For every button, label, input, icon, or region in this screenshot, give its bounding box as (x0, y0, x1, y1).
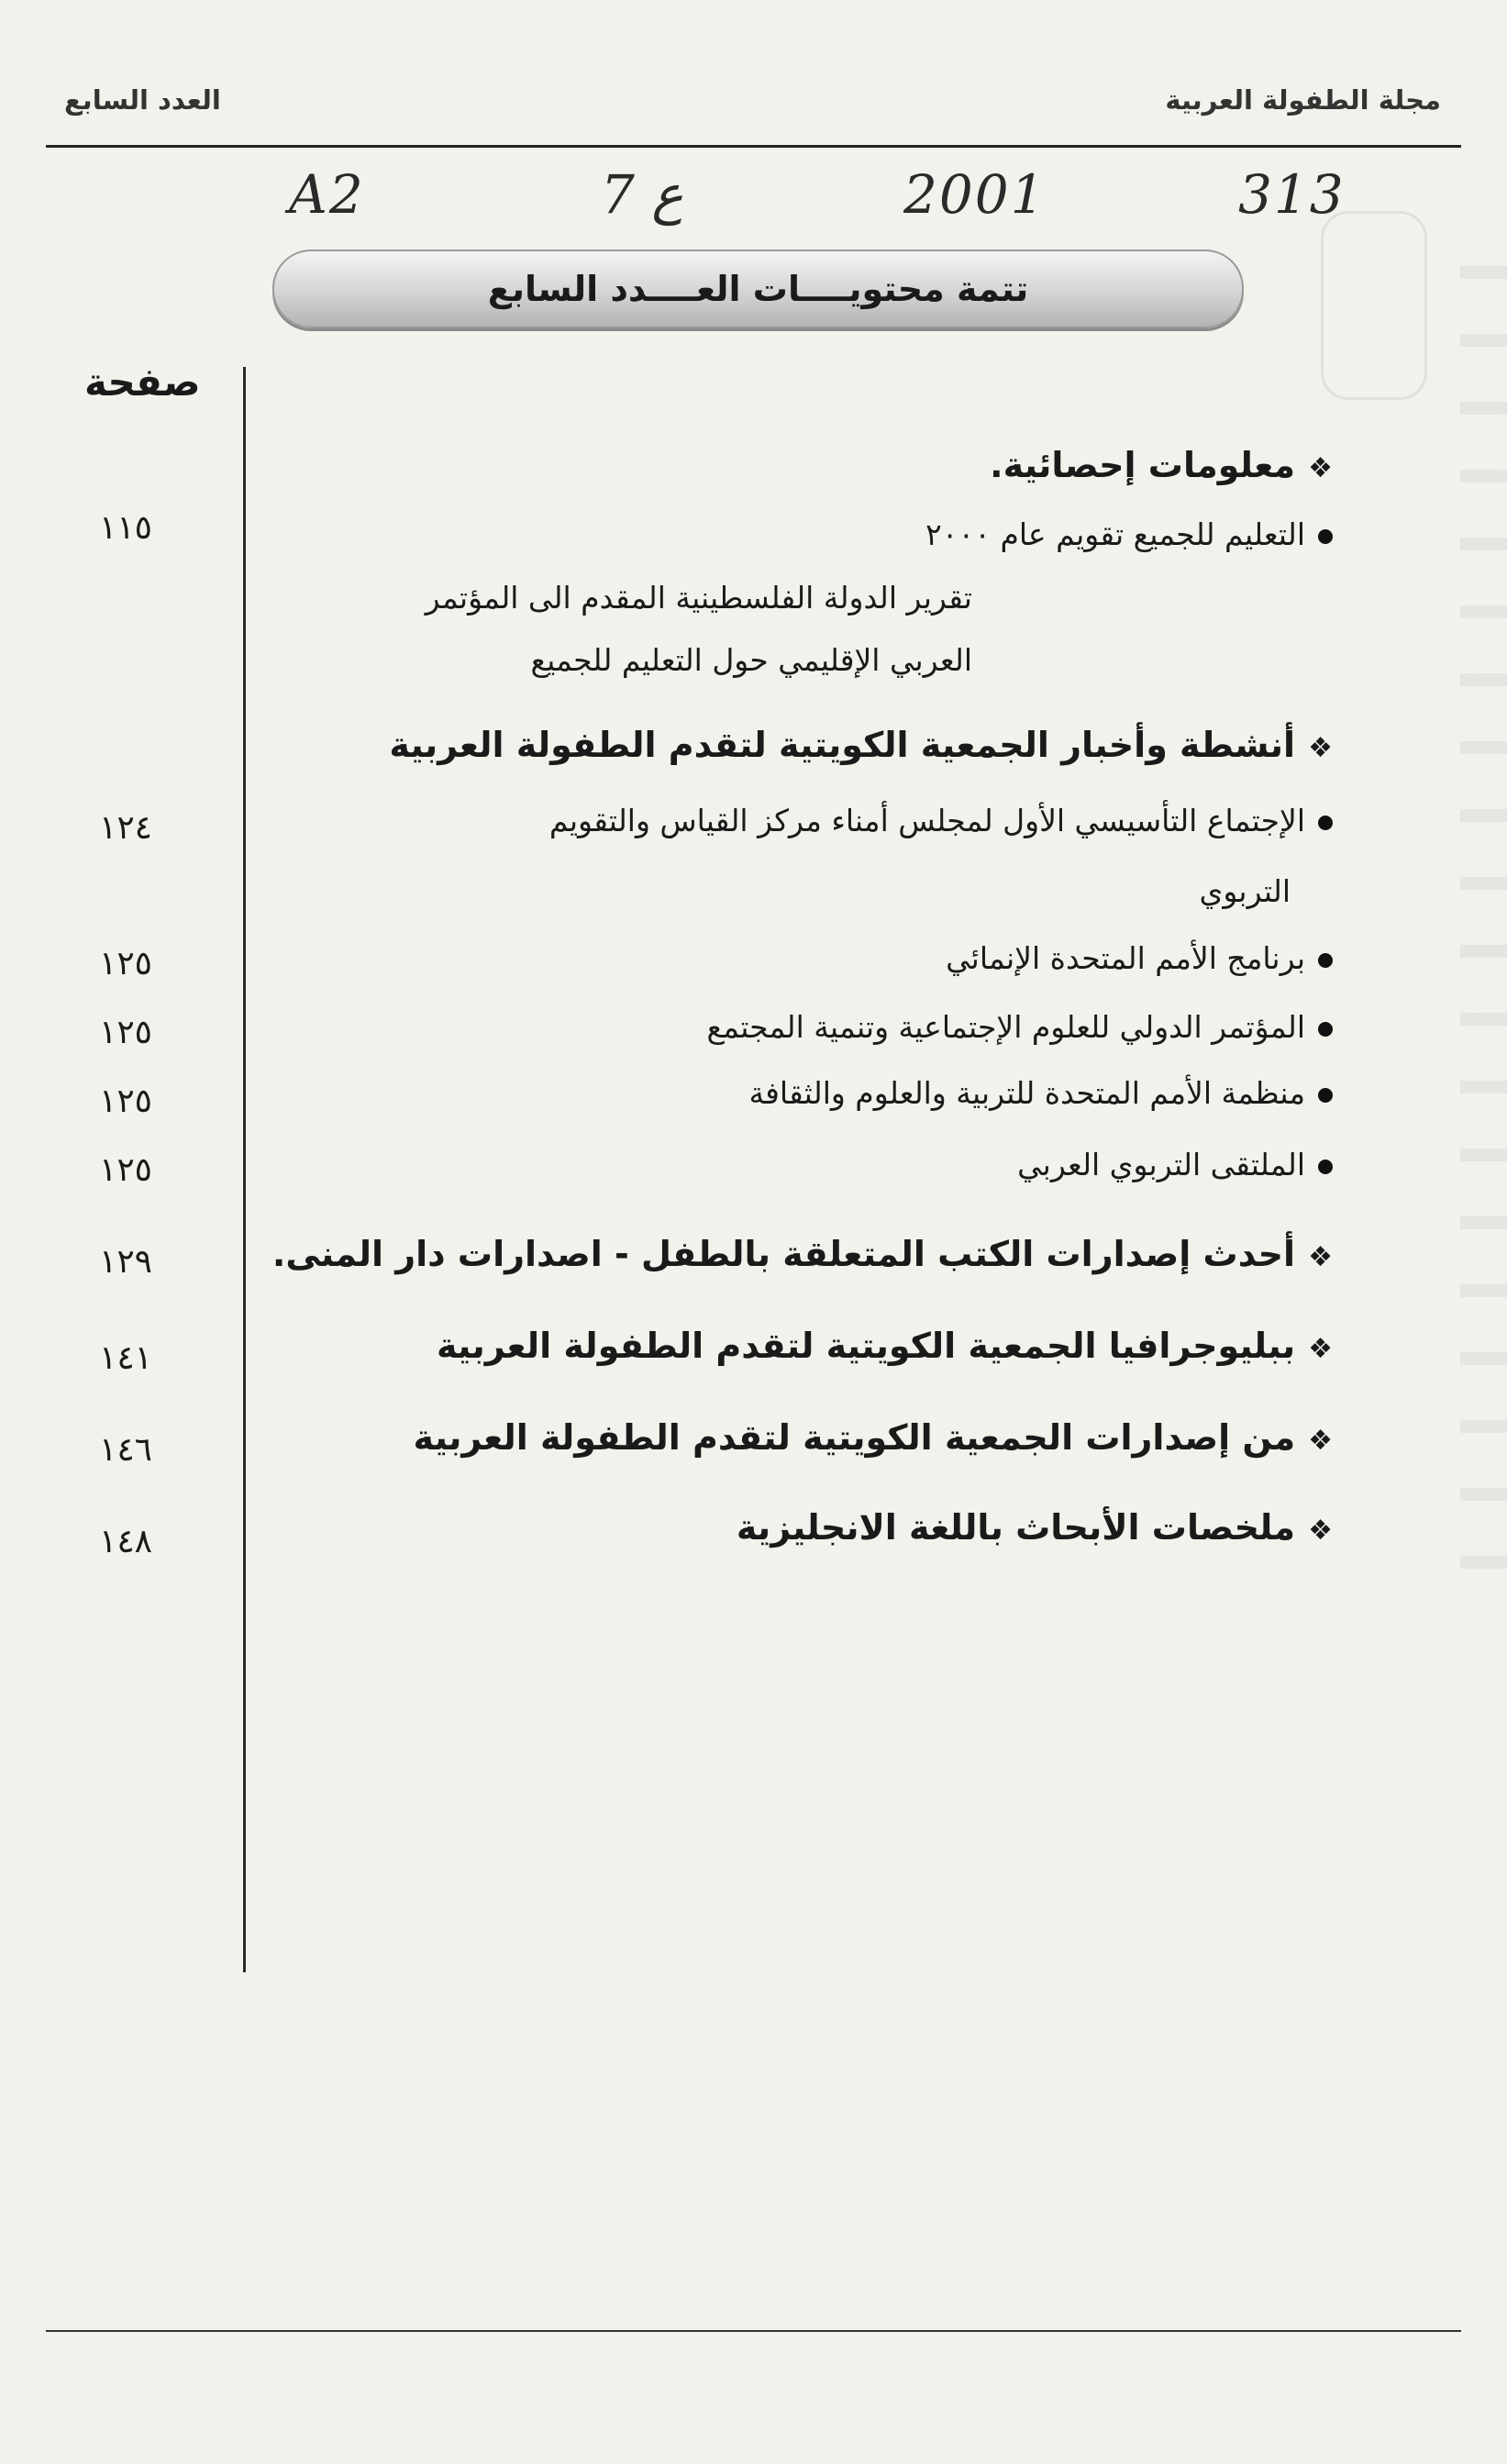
toc-section: ❖ببليوجرافيا الجمعية الكويتية لتقدم الطفولة العربية (436, 1326, 1333, 1366)
page-number: ١٢٥ (99, 1082, 153, 1120)
page-number: ١٤٦ (99, 1431, 153, 1469)
toc-continuation: تقرير الدولة الفلسطينية المقدم الى المؤتمر (425, 580, 972, 616)
toc-section: ❖ملخصات الأبحاث باللغة الانجليزية (736, 1507, 1333, 1548)
dot-bullet-icon (1318, 1160, 1333, 1174)
toc-item: الملتقى التربوي العربي (1017, 1147, 1333, 1182)
toc-item: التعليم للجميع تقويم عام ٢٠٠٠ (925, 516, 1333, 552)
diamond-bullet-icon: ❖ (1308, 732, 1333, 764)
diamond-bullet-icon: ❖ (1308, 1425, 1333, 1457)
handwritten-note-number: 313 (1238, 163, 1346, 226)
toc-section: ❖من إصدارات الجمعية الكويتية لتقدم الطفولة العربية (413, 1417, 1333, 1458)
page-number: ١٢٤ (99, 809, 153, 847)
dot-bullet-icon (1318, 1022, 1333, 1037)
running-head-issue: العدد السابع (64, 84, 221, 116)
dot-bullet-icon (1318, 1088, 1333, 1103)
header-rule (46, 145, 1461, 148)
column-divider (243, 367, 246, 1972)
page-column-label: صفحة (84, 360, 201, 405)
running-head-journal: مجلة الطفولة العربية (1165, 84, 1441, 116)
bleed-through-text (1460, 211, 1507, 1587)
page-number: ١١٥ (99, 509, 153, 547)
bleed-through-frame (1321, 211, 1427, 400)
diamond-bullet-icon: ❖ (1308, 1241, 1333, 1273)
page-number: ١٤٨ (99, 1523, 153, 1560)
toc-continuation: العربي الإقليمي حول التعليم للجميع (530, 642, 972, 678)
diamond-bullet-icon: ❖ (1308, 452, 1333, 484)
page-number: ١٢٥ (99, 945, 153, 982)
toc-continuation: التربوي (1199, 873, 1291, 909)
toc-item: برنامج الأمم المتحدة الإنمائي (946, 940, 1333, 976)
toc-section: ❖أنشطة وأخبار الجمعية الكويتية لتقدم الطفولة العربية (389, 725, 1333, 765)
diamond-bullet-icon: ❖ (1308, 1333, 1333, 1365)
toc-item: المؤتمر الدولي للعلوم الإجتماعية وتنمية المجتمع (707, 1009, 1333, 1045)
handwritten-note-issue: 7 ع (601, 163, 683, 226)
contents-banner (272, 250, 1244, 328)
page-number: ١٤١ (99, 1339, 153, 1377)
toc-section: ❖معلومات إحصائية. (990, 445, 1333, 485)
page-number: ١٢٩ (99, 1243, 153, 1281)
toc-section: ❖أحدث إصدارات الكتب المتعلقة بالطفل - اصدارات دار المنى. (271, 1234, 1333, 1274)
toc-item: الإجتماع التأسيسي الأول لمجلس أمناء مركز القياس والتقويم (549, 803, 1333, 838)
toc-item: منظمة الأمم المتحدة للتربية والعلوم والثقافة (748, 1075, 1333, 1111)
dot-bullet-icon (1318, 816, 1333, 830)
page-number: ١٢٥ (99, 1151, 153, 1189)
dot-bullet-icon (1318, 953, 1333, 968)
handwritten-note-a2: A2 (289, 163, 365, 226)
dot-bullet-icon (1318, 529, 1333, 544)
footer-rule (46, 2330, 1461, 2332)
handwritten-note-year: 2001 (903, 163, 1047, 226)
diamond-bullet-icon: ❖ (1308, 1515, 1333, 1547)
page-number: ١٢٥ (99, 1014, 153, 1051)
banner-title: تتمة محتويــــات العــــدد السابع (487, 269, 1029, 309)
